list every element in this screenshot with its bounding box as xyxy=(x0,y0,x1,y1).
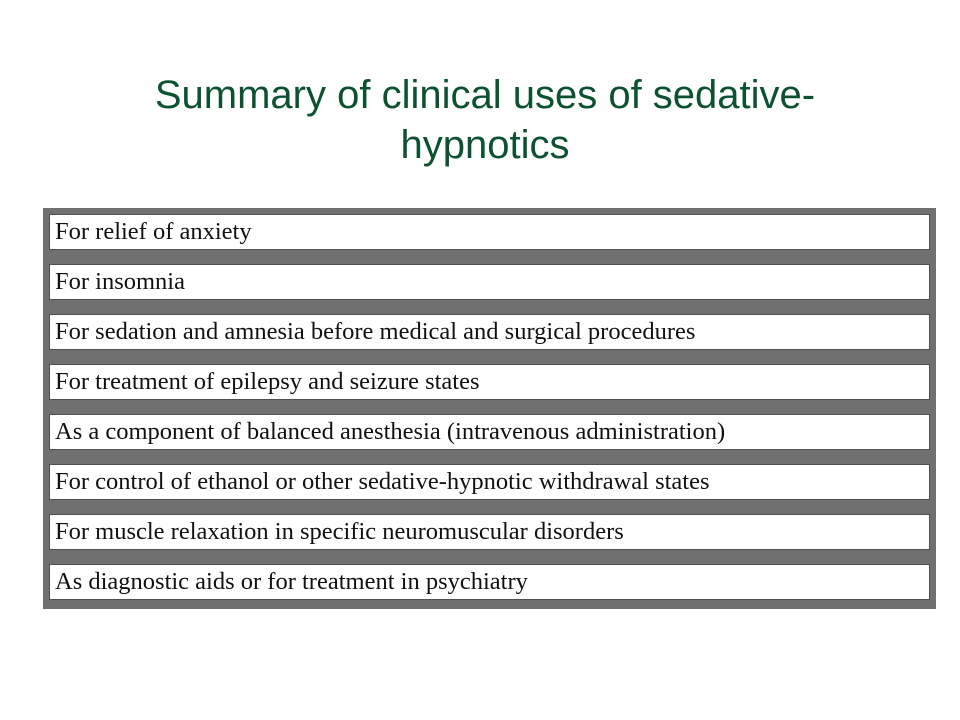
table-row-withdrawal-control: For control of ethanol or other sedative-hypnotic withdrawal states xyxy=(49,464,930,500)
slide-title-line-2: hypnotics xyxy=(400,123,570,167)
table-row-epilepsy: For treatment of epilepsy and seizure states xyxy=(49,364,930,400)
table-row-sedation-amnesia: For sedation and amnesia before medical and surgical procedures xyxy=(49,314,930,350)
clinical-uses-table xyxy=(43,208,936,609)
table-row-insomnia: For insomnia xyxy=(49,264,930,300)
table-row-psychiatry: As diagnostic aids or for treatment in psychiatry xyxy=(49,564,930,600)
table-row-balanced-anesthesia: As a component of balanced anesthesia (intravenous administration) xyxy=(49,414,930,450)
clinical-uses-list xyxy=(49,214,930,600)
table-row-muscle-relaxation: For muscle relaxation in specific neuromuscular disorders xyxy=(49,514,930,550)
table-row-anxiety: For relief of anxiety xyxy=(49,214,930,250)
slide-title-line-1: Summary of clinical uses of sedative- xyxy=(154,73,816,117)
slide-title xyxy=(60,70,910,170)
